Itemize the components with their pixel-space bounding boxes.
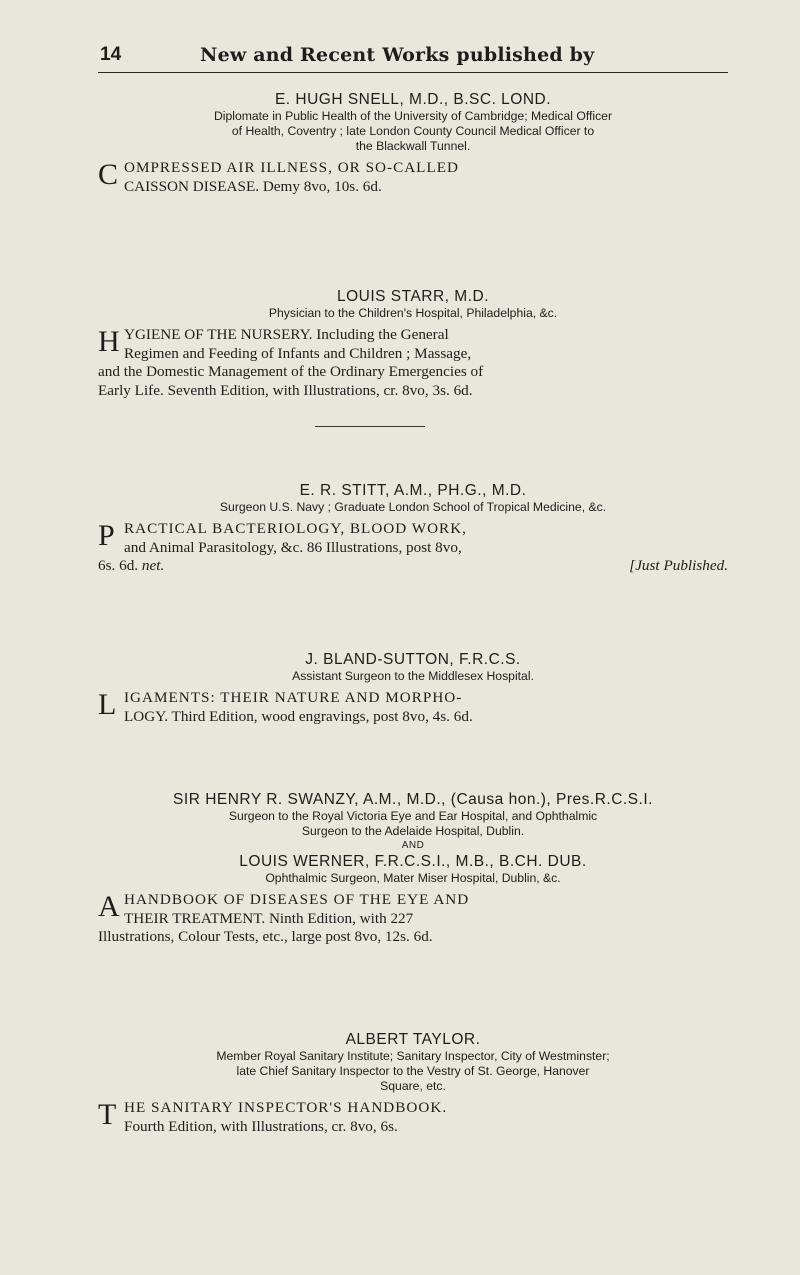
author-name: SIR HENRY R. SWANZY, A.M., M.D., (Causa hon.), Pres.R.C.S.I.: [173, 791, 653, 808]
page-header: [100, 44, 730, 70]
drop-cap: L: [98, 688, 117, 721]
book-title-line: IGAMENTS: THEIR NATURE AND MORPHO-: [124, 689, 463, 706]
author-credential: late Chief Sanitary Inspector to the Vestry of St. George, Hanover: [236, 1064, 590, 1078]
book-listing: [98, 891, 728, 947]
page-number: 14: [100, 44, 122, 65]
net-label: net.: [141, 557, 165, 574]
author-name: LOUIS STARR, M.D.: [336, 288, 490, 305]
book-listing: [98, 1099, 728, 1136]
entry-stitt: [98, 481, 728, 576]
author-credential: Surgeon to the Royal Victoria Eye and Ear Hospital, and Ophthalmic: [228, 809, 598, 823]
book-title-line: LOGY. Third Edition, wood engravings, post 8vo, 4s. 6d.: [124, 707, 473, 725]
running-head: New and Recent Works published by: [200, 44, 595, 66]
section-divider: [315, 426, 425, 427]
book-title-line: HANDBOOK OF DISEASES OF THE EYE AND: [124, 891, 470, 908]
author-credential: Square, etc.: [380, 1079, 446, 1093]
book-title-line: Fourth Edition, with Illustrations, cr. 8vo, 6s.: [124, 1117, 398, 1135]
book-title-line: RACTICAL BACTERIOLOGY, BLOOD WORK,: [124, 520, 467, 537]
author-name: LOUIS WERNER, F.R.C.S.I., M.B., B.CH. DUB.: [239, 853, 587, 870]
entry-swanzy-werner: [98, 790, 728, 947]
book-title-line: and the Domestic Management of the Ordinary Emergencies of: [98, 363, 484, 380]
author-credential: Surgeon U.S. Navy ; Graduate London School of Tropical Medicine, &c.: [219, 500, 607, 514]
author-credential: Physician to the Children's Hospital, Philadelphia, &c.: [268, 306, 558, 320]
and-separator: AND: [401, 840, 425, 851]
book-listing: [98, 520, 728, 576]
book-title-line: OMPRESSED AIR ILLNESS, OR SO-CALLED: [124, 159, 459, 176]
header-rule: [98, 72, 728, 73]
author-credential: of Health, Coventry ; late London County Council Medical Officer to: [231, 124, 595, 138]
book-title-line: CAISSON DISEASE. Demy 8vo, 10s. 6d.: [124, 177, 382, 195]
drop-cap: A: [98, 890, 120, 923]
book-title-line: and Animal Parasitology, &c. 86 Illustrations, post 8vo,: [124, 538, 462, 556]
entry-snell: [98, 90, 728, 196]
author-name: E. R. STITT, A.M., PH.G., M.D.: [299, 482, 527, 499]
author-credential: Surgeon to the Adelaide Hospital, Dublin.: [301, 824, 525, 838]
book-listing: [98, 159, 728, 196]
drop-cap: T: [98, 1098, 117, 1131]
book-listing: [98, 326, 728, 400]
author-credential: Diplomate in Public Health of the University of Cambridge; Medical Officer: [213, 109, 613, 123]
book-price-line: [98, 557, 728, 576]
author-name: J. BLAND-SUTTON, F.R.C.S.: [305, 651, 521, 668]
author-credential: Member Royal Sanitary Institute; Sanitary Inspector, City of Westminster;: [216, 1049, 610, 1063]
book-title-line: Early Life. Seventh Edition, with Illustrations, cr. 8vo, 3s. 6d.: [98, 381, 473, 399]
author-credential: Assistant Surgeon to the Middlesex Hospital.: [292, 669, 534, 683]
book-title-line: THEIR TREATMENT. Ninth Edition, with 227: [124, 909, 414, 927]
drop-cap: H: [98, 325, 120, 358]
book-listing: [98, 689, 728, 726]
drop-cap: C: [98, 158, 119, 191]
author-name: E. HUGH SNELL, M.D., B.SC. LOND.: [274, 91, 552, 108]
book-title-line: Illustrations, Colour Tests, etc., large post 8vo, 12s. 6d.: [98, 928, 433, 945]
author-name: ALBERT TAYLOR.: [345, 1031, 481, 1048]
book-title-line: HE SANITARY INSPECTOR'S HANDBOOK.: [124, 1099, 448, 1116]
drop-cap: P: [98, 519, 115, 552]
entry-starr: [98, 287, 728, 400]
entry-taylor: [98, 1030, 728, 1136]
book-price: 6s. 6d.: [98, 557, 139, 574]
book-title-line: YGIENE OF THE NURSERY. Including the General: [124, 326, 449, 343]
book-title-line: Regimen and Feeding of Infants and Children ; Massage,: [124, 344, 472, 362]
publication-status: [Just Published.: [629, 557, 728, 574]
entry-bland-sutton: [98, 650, 728, 726]
author-credential: Ophthalmic Surgeon, Mater Miser Hospital, Dublin, &c.: [265, 871, 561, 885]
author-credential: the Blackwall Tunnel.: [355, 139, 471, 153]
